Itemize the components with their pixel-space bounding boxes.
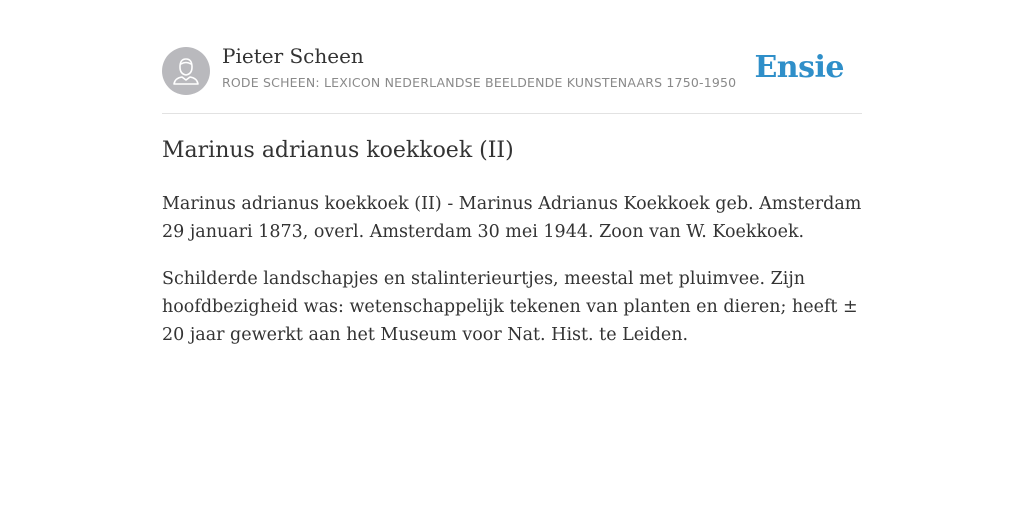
article-paragraph: Marinus adrianus koekkoek (II) - Marinus Adrianus Koekkoek geb. Amsterdam 29 januari 1873, overl. Amsterdam 30 mei 1944. Zoon van W. Koekkoek.: [162, 194, 862, 242]
article-paragraph: Schilderde landschapjes en stalinterieurtjes, meestal met pluimvee. Zijn hoofdbezigheid was: wetenschappelijk tekenen van planten en dieren; heeft ± 20 jaar gewerkt aan het Museum voor Nat. Hist. te Leiden.: [162, 269, 858, 345]
author-avatar[interactable]: [162, 47, 210, 95]
brand-logo[interactable]: Ensie: [754, 50, 844, 85]
source-label[interactable]: RODE SCHEEN: LEXICON NEDERLANDSE BEELDENDE KUNSTENAARS 1750-1950: [222, 75, 737, 90]
article-card: [162, 0, 862, 345]
article-header: [162, 0, 862, 114]
user-silhouette-icon: [162, 47, 210, 95]
author-name[interactable]: Pieter Scheen: [222, 44, 364, 68]
page-title: Marinus adrianus koekkoek (II): [162, 138, 514, 163]
